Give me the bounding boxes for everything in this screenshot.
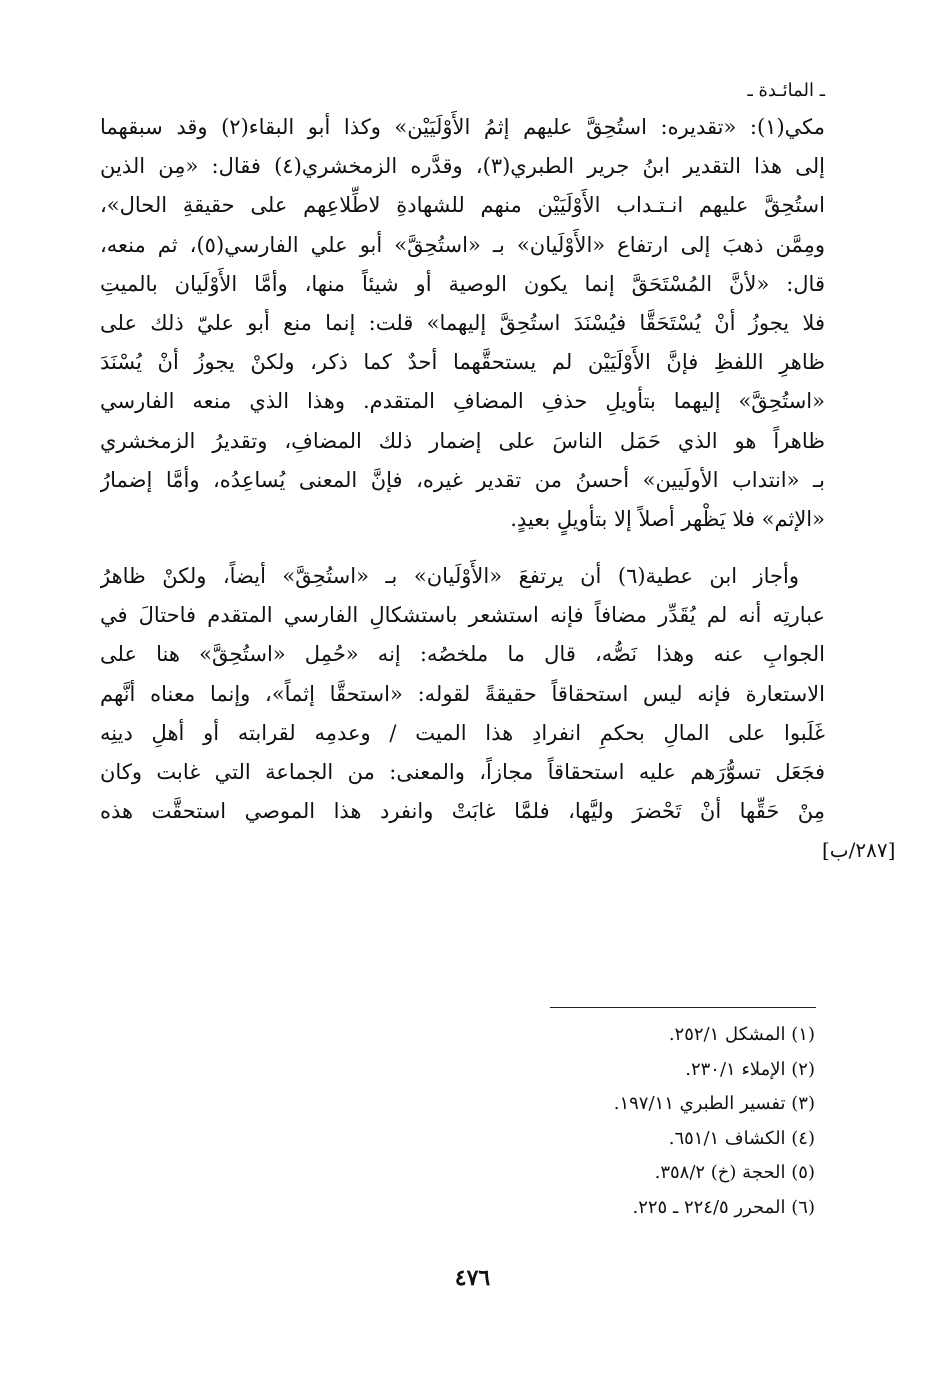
text-line: إلى هذا التقدير ابنُ جرير الطبري(٣)، وقدَّره الزمخشري(٤) فقال: «مِن الذين [100, 154, 825, 179]
text-line: بـ «انتداب الأولَيين» أحسنُ من تقدير غيره، فإنَّ المعنى يُساعِدُه، وأمَّا إضمارُ [100, 467, 825, 492]
text-line: فلا يجوزُ أنْ يُسْتَحَقَّا فيُسْنَدَ استُحِقَّ إليهما» قلت: إنما منع أبو عليّ ذلك على [100, 310, 825, 335]
footnotes [420, 1018, 815, 1225]
text-line: الاستعارة فإنه ليس استحقاقاً حقيقةً لقوله: «استحقَّا إثماً»، وإنما معناه أنَّهم [100, 681, 825, 706]
text-line: قال: «لأنَّ المُسْتَحَقَّ إنما يكون الوصية أو شيئاً منها، وأمَّا الأَوْلَيان بالميتِ [100, 271, 825, 296]
text-line: الجوابِ عنه وهذا نَصُّه، قال ما ملخصُه: إنه «حُمِل «استُحِقَّ» هنا على [100, 642, 825, 667]
footnote: (٤) الكشاف ٦٥١/١. [668, 1127, 815, 1149]
footnote: (١) المشكل ٢٥٢/١. [668, 1024, 815, 1045]
text-line: وأجاز ابن عطية(٦) أن يرتفعَ «الأَوْلَيان» بـ «استُحِقَّ» أيضاً، ولكنْ ظاهرُ [100, 564, 800, 589]
text-line: استُحِقَّ عليهم انـتـداب الأَوْلَيَيْن منهم للشهادةِ لاطِّلاعِهم على حقيقةِ الحال»، [100, 193, 825, 218]
text-line: مِنْ حَقِّها أنْ تَحْضرَ وليَّها، فلمَّا غابَتْ وانفرد هذا الموصي استحقَّت هذه [100, 799, 825, 824]
footnote: (٢) الإملاء ٢٣٠/١. [685, 1058, 815, 1080]
text-line: فجَعَل تسوُّرَهم عليه استحقاقاً مجازاً، والمعنى: من الجماعة التي غابت وكان [100, 760, 825, 784]
footnote-divider [550, 1007, 816, 1008]
text-line: عبارتِه أنه لم يُقَدِّر مضافاً فإنه استشعر باستشكالِ الفارسي المتقدم فاحتالَ في [100, 603, 825, 628]
text-line: ومِمَّن ذهبَ إلى ارتفاع «الأَوْلَيان» بـ «استُحِقَّ» أبو علي الفارسي(٥)، ثم منعه، [100, 232, 825, 257]
manuscript-folio-note: [٢٨٧/ب] [822, 838, 896, 862]
main-text [100, 108, 825, 831]
running-header: ـ المائـدة ـ [747, 80, 825, 101]
text-line: «الإثم» فلا يَظْهر أصلاً إلا بتأويلٍ بعيدٍ. [510, 506, 825, 531]
text-line: ظاهراً هو الذي حَمَل الناسَ على إضمار ذلك المضافِ، وتقديرُ الزمخشري [100, 428, 825, 453]
footnote: (٣) تفسير الطبري ١٩٧/١١. [613, 1093, 815, 1114]
text-line: «استُحِقَّ» إليهما بتأويلِ حذفِ المضافِ المتقدم. وهذا الذي منعه الفارسي [100, 389, 825, 414]
footnote: (٦) المحرر ٢٢٤/٥ ـ ٢٢٥. [632, 1196, 815, 1218]
text-line: ظاهرِ اللفظِ فإنَّ الأَوْلَيَيْن لم يستحقَّهما أحدٌ كما ذكر، ولكنْ يجوزُ أنْ يُسْنَدَ [100, 350, 825, 375]
text-line: غَلَبوا على المالِ بحكمِ انفرادِ هذا الميت / وعدمِه لقرابته أو أهلِ دينِه [100, 720, 825, 745]
page-number: ٤٧٦ [454, 1265, 491, 1291]
paragraph-gap [100, 539, 825, 557]
text-line: مكي(١): «تقديره: استُحِقَّ عليهم إثمُ الأَوْلَيَيْن» وكذا أبو البقاء(٢) وقد سبقهما [100, 115, 825, 139]
footnote: (٥) الحجة (خ) ٣٥٨/٢. [654, 1162, 815, 1183]
